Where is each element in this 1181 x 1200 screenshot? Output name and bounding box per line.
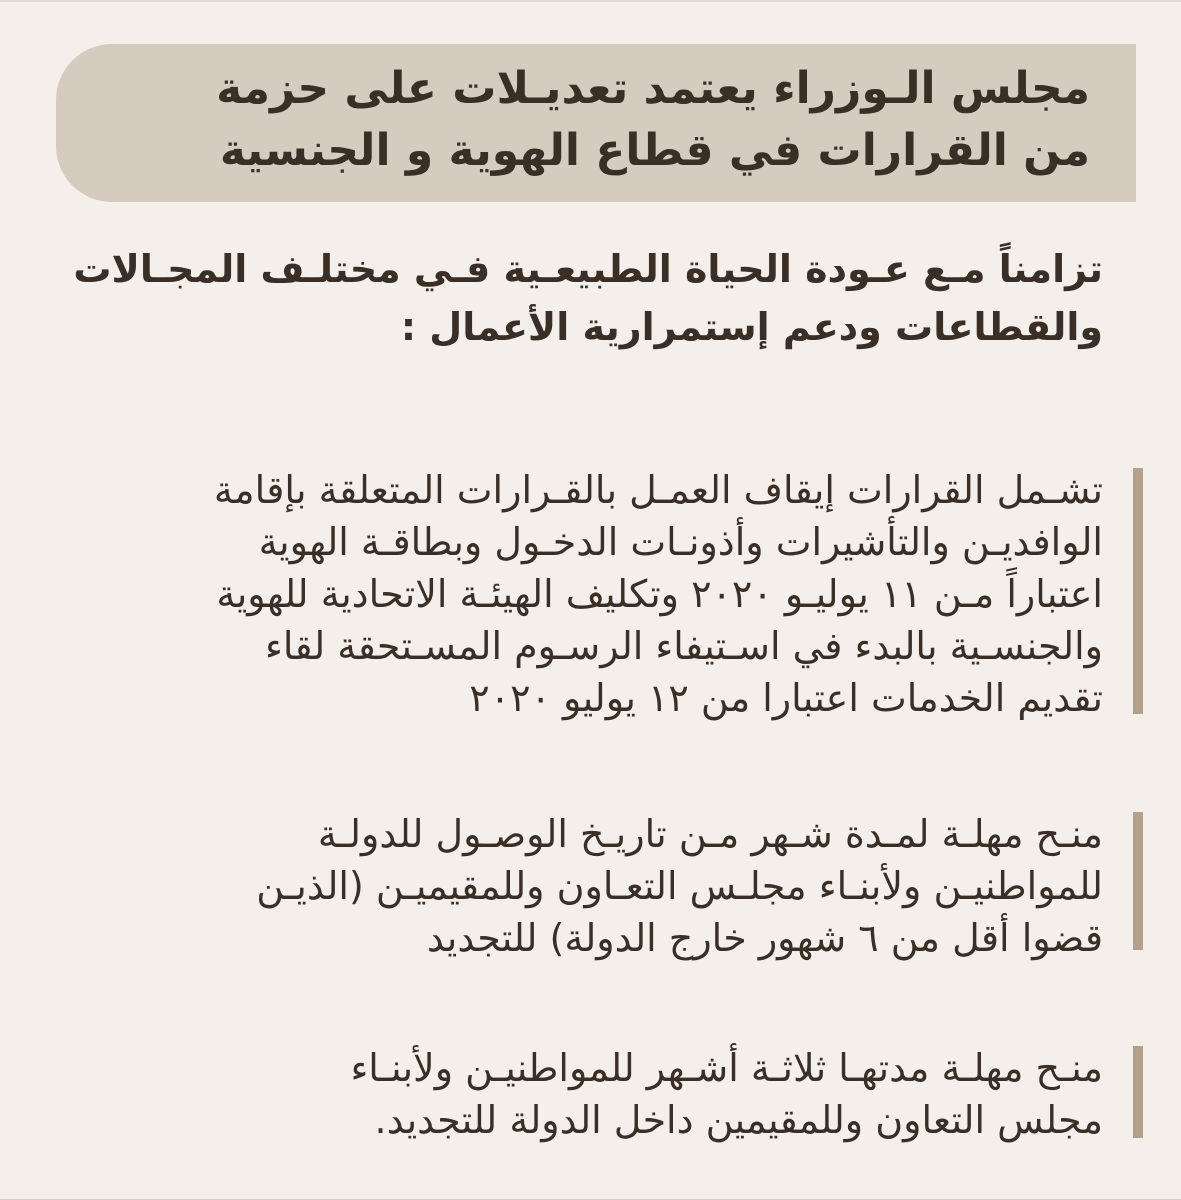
title-banner <box>56 44 1136 202</box>
item-line: منـح مهلـة لمـدة شـهر مـن تاريـخ الوصـول للدولـة <box>317 812 1103 856</box>
decision-item-3 <box>43 1042 1103 1146</box>
item-line: قضوا أقل من ٦ شهور خارج الدولة) للتجديد <box>426 916 1103 960</box>
item-line: الوافديـن والتأشيرات وأذونـات الدخـول وبطاقـة الهوية <box>258 520 1103 564</box>
item-line: مجلس التعاون وللمقيمين داخل الدولة للتجديد. <box>374 1098 1103 1142</box>
intro-paragraph <box>63 240 1103 356</box>
accent-bar <box>1133 1046 1143 1138</box>
item-line: تقديم الخدمات اعتبارا من ١٢ يوليو ٢٠٢٠ <box>469 676 1103 720</box>
title-line-2: من القرارات في قطاع الهوية و الجنسية <box>219 125 1090 176</box>
item-line: منـح مهلـة مدتهـا ثلاثـة أشـهر للمواطنيـن ولأبنـاء <box>350 1046 1103 1090</box>
intro-line-1: تزامناً مـع عـودة الحياة الطبيعـية فـي مختلـف المجـالات <box>73 247 1103 291</box>
intro-line-2: والقطاعات ودعم إستمرارية الأعمال : <box>400 305 1103 349</box>
accent-bar <box>1133 812 1143 950</box>
item-line: والجنسـية بالبدء في اسـتيفاء الرسـوم المسـتحقة لقاء <box>264 624 1103 668</box>
decision-item-1 <box>43 464 1103 724</box>
decision-item-2 <box>43 808 1103 964</box>
item-line: اعتباراً مـن ١١ يوليـو ٢٠٢٠ وتكليف الهيئـة الاتحادية للهوية <box>216 572 1103 616</box>
title-line-1: مجلس الـوزراء يعتمد تعديـلات على حزمة <box>216 63 1090 114</box>
item-line: للمواطنيـن ولأبنـاء مجلـس التعـاون وللمقيميـن (الذيـن <box>256 864 1103 908</box>
accent-bar <box>1133 468 1143 714</box>
item-line: تشـمل القرارات إيقاف العمـل بالقـرارات المتعلقة بإقامة <box>213 468 1103 512</box>
